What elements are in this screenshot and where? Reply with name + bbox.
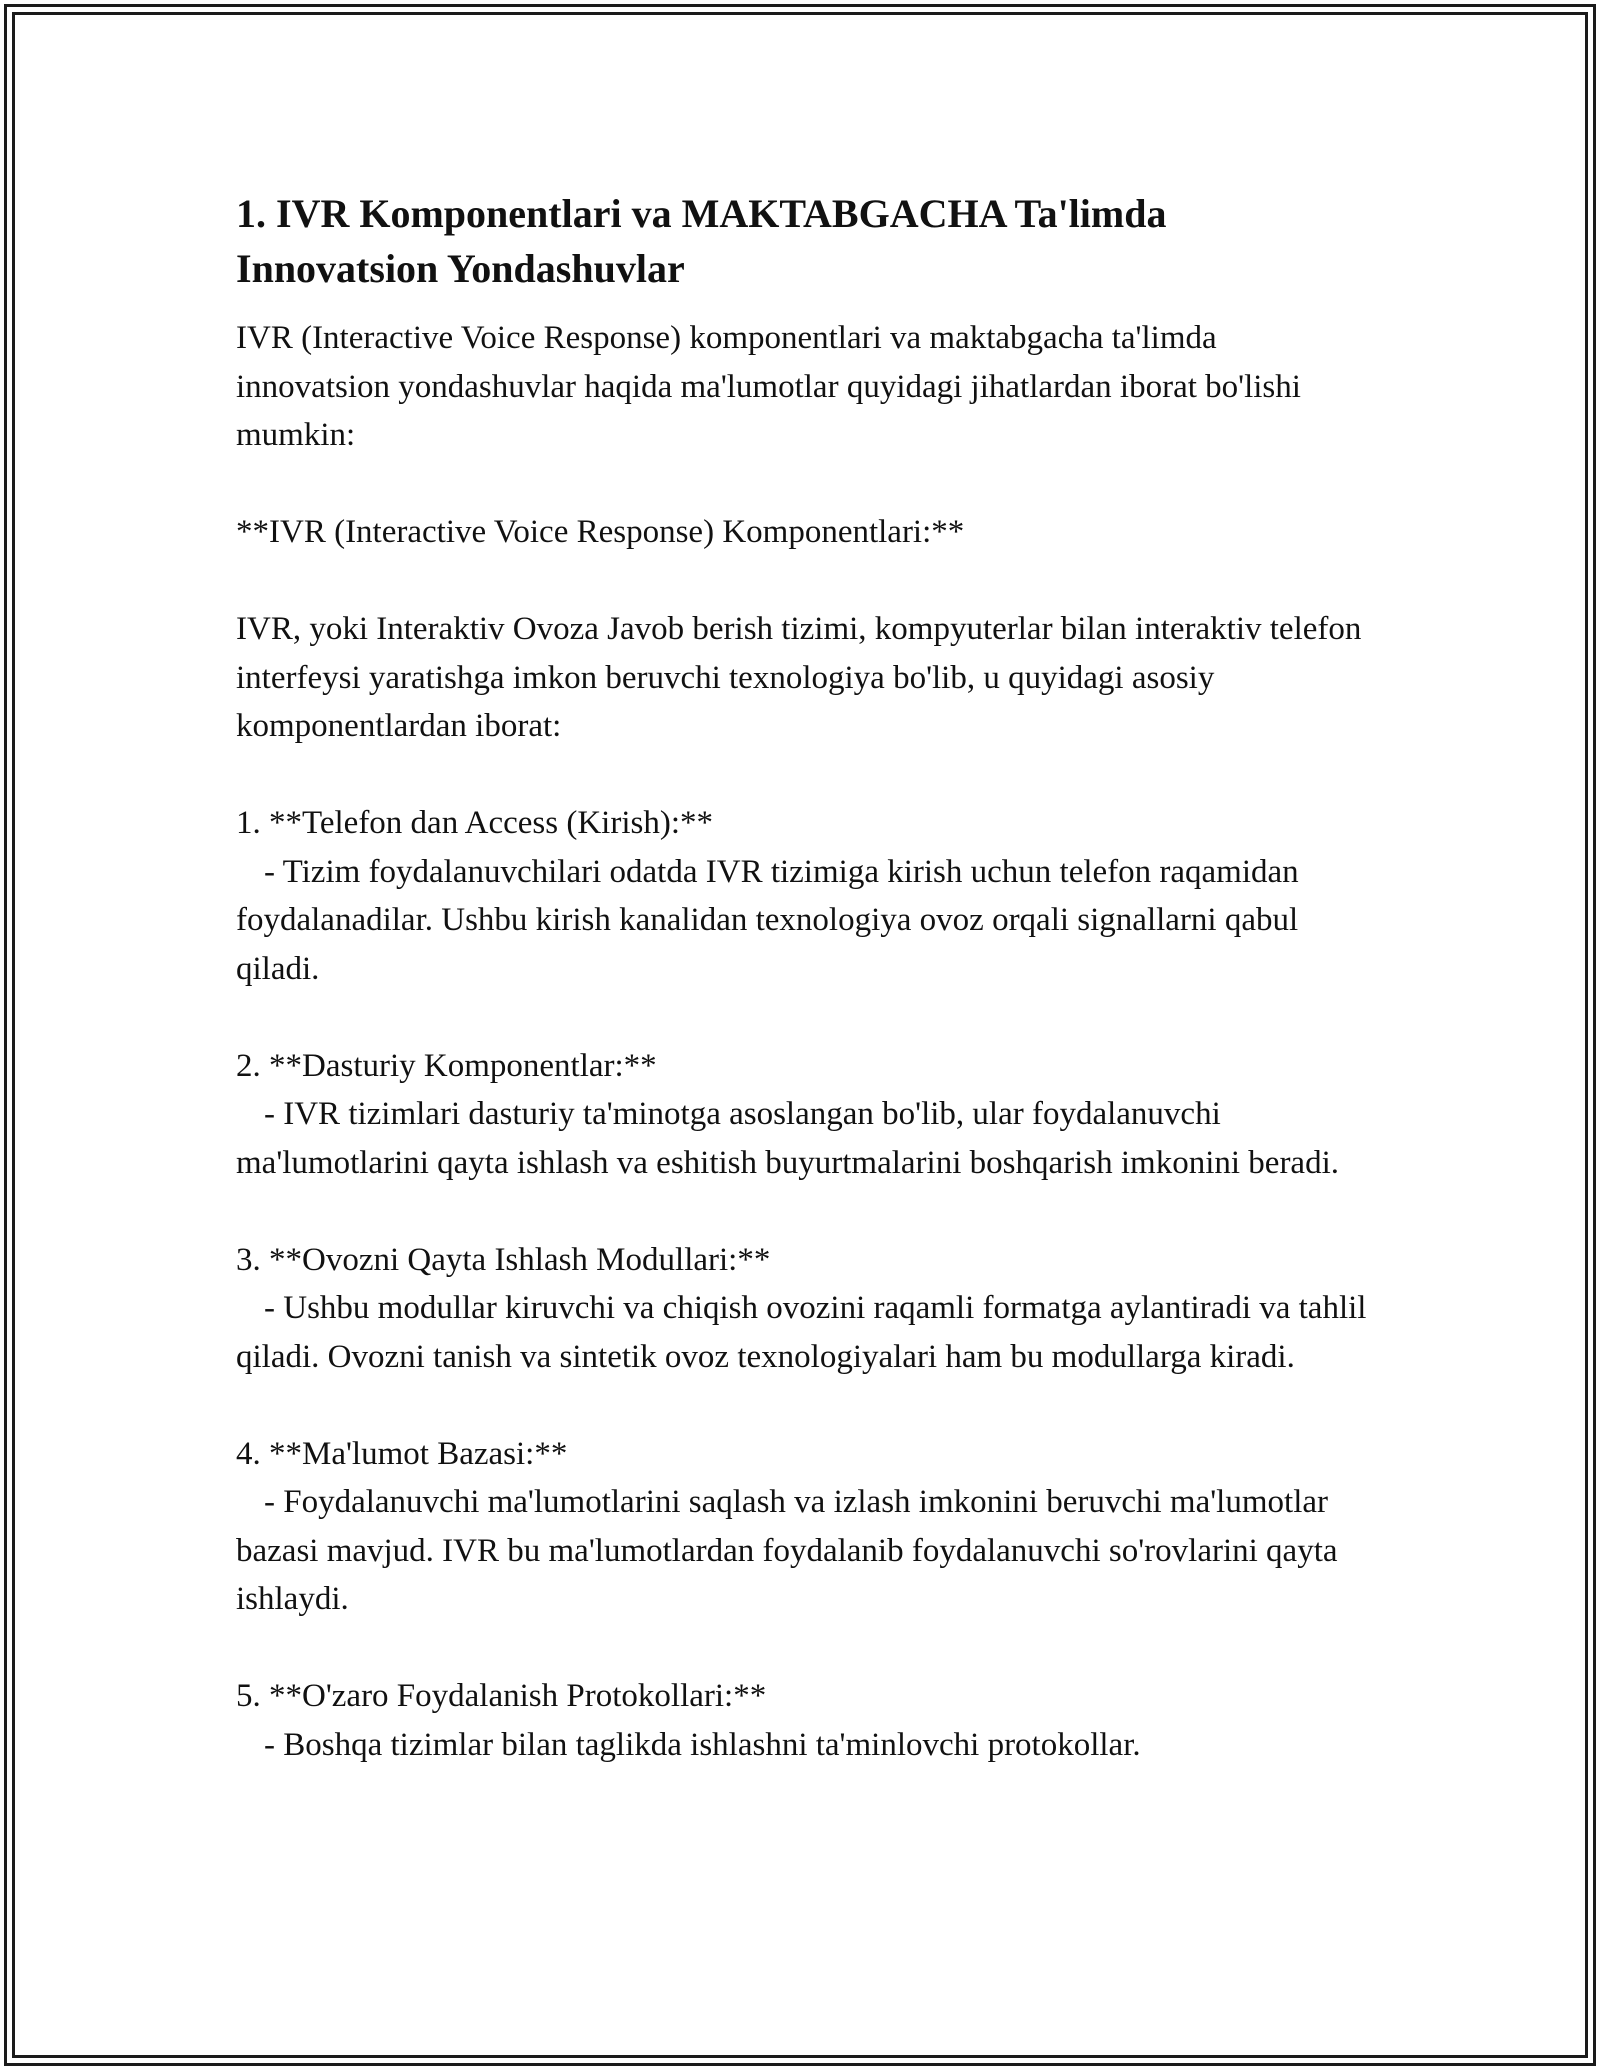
document-body	[236, 186, 1376, 1769]
intro-paragraph: IVR (Interactive Voice Response) komponentlari va maktabgacha ta'limda innovatsion yondashuvlar haqida ma'lumotlar quyidagi jihatlardan iborat bo'lishi mumkin:	[236, 320, 1310, 453]
list-item-heading: 1. **Telefon dan Access (Kirish):**	[236, 805, 713, 841]
list-item	[236, 799, 1376, 993]
list-item	[236, 1236, 1376, 1382]
section-intro-paragraph: IVR, yoki Interaktiv Ovoza Javob berish tizimi, kompyuterlar bilan interaktiv telefon interfeysi yaratishga imkon beruvchi texnologiya bo'lib, u quyidagi asosiy komponentlardan iborat:	[236, 611, 1370, 744]
list-item-heading: 5. **O'zaro Foydalanish Protokollari:**	[236, 1678, 767, 1714]
spacer	[236, 1381, 1376, 1430]
list-item	[236, 1042, 1376, 1188]
spacer	[236, 557, 1376, 606]
spacer	[236, 1187, 1376, 1236]
document-title: 1. IVR Komponentlari va MAKTABGACHA Ta'limda Innovatsion Yondashuvlar	[236, 191, 1167, 291]
spacer	[236, 993, 1376, 1042]
list-item-heading: 4. **Ma'lumot Bazasi:**	[236, 1435, 568, 1472]
list-item-description: - Boshqa tizimlar bilan taglikda ishlashni ta'minlovchi protokollar.	[264, 1726, 1141, 1763]
spacer	[236, 751, 1376, 800]
list-item-description: - Tizim foydalanuvchilari odatda IVR tizimiga kirish uchun telefon raqamidan foydalanadilar. Ushbu kirish kanalidan texnologiya ovoz orqali signallarni qabul qiladi.	[236, 853, 1307, 987]
list-item-heading: 3. **Ovozni Qayta Ishlash Modullari:**	[236, 1241, 771, 1278]
list-item	[236, 1672, 1376, 1769]
list-item-description: - Foydalanuvchi ma'lumotlarini saqlash va izlash imkonini beruvchi ma'lumotlar bazasi mavjud. IVR bu ma'lumotlardan foydalanib foydalanuvchi so'rovlarini qayta ishlaydi.	[236, 1484, 1346, 1617]
list-item-heading: 2. **Dasturiy Komponentlar:**	[236, 1047, 657, 1084]
list-item	[236, 1430, 1376, 1624]
list-item-description: - Ushbu modullar kiruvchi va chiqish ovozini raqamli formatga aylantiradi va tahlil qiladi. Ovozni tanish va sintetik ovoz texnologiyalari ham bu modullarga kiradi.	[236, 1290, 1375, 1375]
section-heading: **IVR (Interactive Voice Response) Komponentlari:**	[236, 514, 965, 550]
list-item-description: - IVR tizimlari dasturiy ta'minotga asoslangan bo'lib, ular foydalanuvchi ma'lumotlarini qayta ishlash va eshitish buyurtmalarini boshqarish imkonini beradi.	[236, 1096, 1340, 1181]
spacer	[236, 460, 1376, 509]
spacer	[236, 1624, 1376, 1673]
